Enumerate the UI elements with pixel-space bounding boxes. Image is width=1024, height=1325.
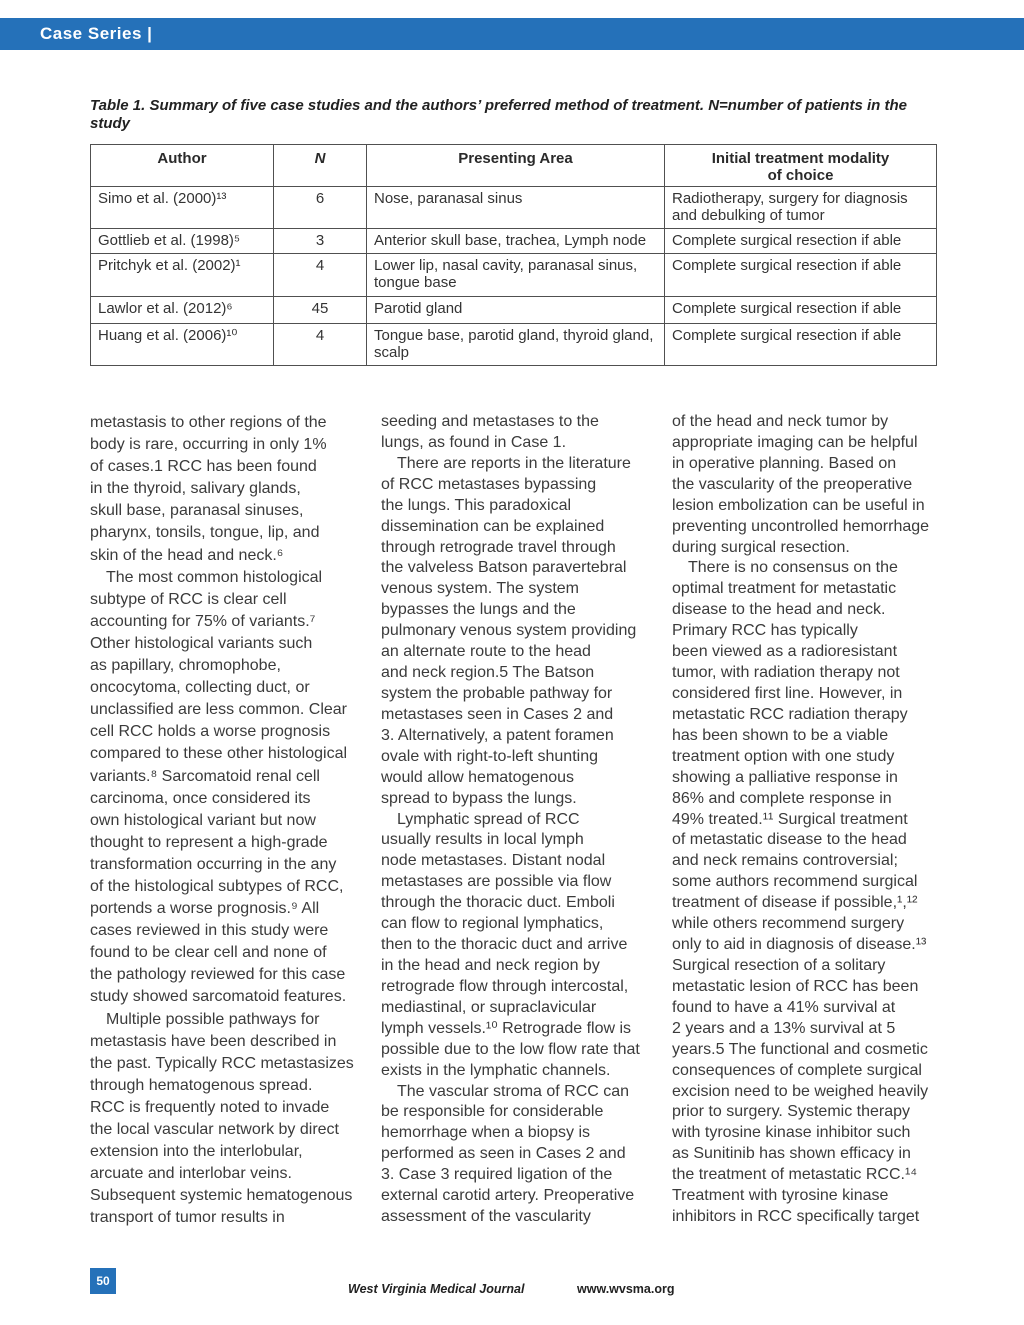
text-line: appropriate imaging can be helpful <box>672 433 918 451</box>
text-line: skull base, paranasal sinuses, <box>90 502 304 520</box>
text-line: oncocytoma, collecting duct, or <box>90 679 310 697</box>
text-line: found to have a 41% survival at <box>672 998 896 1016</box>
table-caption: Table 1. Summary of five case studies and the authors’ preferred method of treatment. N=number of patients in the study <box>90 97 907 132</box>
text-line: transport of tumor results in <box>90 1209 285 1227</box>
text-line: in operative planning. Based on <box>672 454 897 472</box>
table-header-row <box>91 145 937 187</box>
text-line: treatment of disease if possible,¹,¹² <box>672 894 918 912</box>
paragraph <box>381 454 669 810</box>
text-line: system the probable pathway for <box>381 684 613 702</box>
paragraph <box>672 558 960 1228</box>
text-line: body is rare, occurring in only 1% <box>90 436 327 454</box>
text-line: subtype of RCC is clear cell <box>90 590 287 608</box>
text-line: mediastinal, or supraclavicular <box>381 998 597 1016</box>
text-line: treatment option with one study <box>672 747 895 765</box>
text-line: seeding and metastases to the <box>381 413 599 430</box>
text-line: the treatment of metastatic RCC.¹⁴ <box>672 1166 918 1184</box>
text-line: only to aid in diagnosis of disease.¹³ <box>672 936 927 954</box>
text-line: cell RCC holds a worse prognosis <box>90 723 331 741</box>
text-line: tumor, with radiation therapy not <box>672 664 900 682</box>
text-line: spread to bypass the lungs. <box>381 789 577 807</box>
text-line: hemorrhage when a biopsy is <box>381 1124 591 1142</box>
column-header-author: Author <box>91 145 274 187</box>
text-line: cases reviewed in this study were <box>90 922 329 940</box>
text-line: The vascular stroma of RCC can <box>397 1082 630 1100</box>
text-line: disease to the head and neck. <box>672 601 886 619</box>
table-cell-treatment: Complete surgical resection if able <box>665 229 937 254</box>
text-line: been viewed as a radioresistant <box>672 643 898 661</box>
text-line: as Sunitinib has shown efficacy in <box>672 1145 911 1163</box>
text-line: lesion embolization can be useful in <box>672 496 925 514</box>
text-line: Treatment with tyrosine kinase <box>672 1187 889 1205</box>
text-line: performed as seen in Cases 2 and <box>381 1145 626 1163</box>
table-cell-n: 3 <box>274 229 367 254</box>
text-line: showing a palliative response in <box>672 768 898 786</box>
section-header-bar <box>0 18 1024 50</box>
table-cell-n: 4 <box>274 324 367 366</box>
text-line: pharynx, tonsils, tongue, lip, and <box>90 524 320 542</box>
text-line: 86% and complete response in <box>672 789 892 807</box>
body-column-3 <box>672 412 960 1228</box>
text-line: skin of the head and neck.⁶ <box>90 546 284 564</box>
text-line: Multiple possible pathways for <box>106 1010 320 1028</box>
text-line: thought to represent a high-grade <box>90 833 328 851</box>
table-cell-author: Huang et al. (2006)¹⁰ <box>91 324 274 366</box>
text-line: of RCC metastases bypassing <box>381 475 597 493</box>
text-line: arcuate and interlobar veins. <box>90 1165 292 1183</box>
table-cell-n: 6 <box>274 187 367 229</box>
text-line: metastases seen in Cases 2 and <box>381 705 614 723</box>
text-line: metastatic lesion of RCC has been <box>672 977 919 995</box>
text-line: through hematogenous spread. <box>90 1076 313 1094</box>
text-line: excision need to be weighed heavily <box>672 1082 929 1100</box>
text-line: lymph vessels.¹⁰ Retrograde flow is <box>381 1019 632 1037</box>
section-label: Case Series | <box>40 24 153 43</box>
table-row <box>91 229 937 254</box>
text-line: as papillary, chromophobe, <box>90 657 281 675</box>
paragraph <box>672 412 960 558</box>
body-column-2 <box>381 412 669 1228</box>
text-line: an alternate route to the head <box>381 643 591 661</box>
column-header-presenting-area: Presenting Area <box>367 145 665 187</box>
text-line: the pathology reviewed for this case <box>90 966 346 984</box>
text-line: considered first line. However, in <box>672 684 903 702</box>
text-line: portends a worse prognosis.⁹ All <box>90 900 320 918</box>
text-line: Lymphatic spread of RCC <box>397 810 580 828</box>
text-line: The most common histological <box>106 568 323 586</box>
page-number-badge: 50 <box>90 1268 116 1294</box>
text-line: 3. Case 3 required ligation of the <box>381 1166 613 1184</box>
table-cell-presenting-area: Parotid gland <box>367 297 665 324</box>
text-line: Other histological variants such <box>90 634 313 652</box>
paragraph <box>381 1082 669 1228</box>
text-line: through retrograde travel through <box>381 538 616 556</box>
table-row <box>91 324 937 366</box>
text-line: the past. Typically RCC metastasizes <box>90 1054 354 1072</box>
text-line: exists in the lymphatic channels. <box>381 1061 611 1079</box>
text-line: Surgical resection of a solitary <box>672 956 886 974</box>
text-line: dissemination can be explained <box>381 517 605 535</box>
text-line: usually results in local lymph <box>381 831 584 849</box>
text-line: Subsequent systemic hematogenous <box>90 1187 353 1205</box>
text-line: has been shown to be a viable <box>672 726 889 744</box>
text-line: metastases are possible via flow <box>381 873 612 891</box>
text-line: the valveless Batson paravertebral <box>381 559 627 577</box>
text-line: lungs, as found in Case 1. <box>381 433 567 451</box>
summary-table <box>90 144 937 366</box>
table-cell-presenting-area: Nose, paranasal sinus <box>367 187 665 229</box>
text-line: venous system. The system <box>381 580 579 598</box>
text-line: consequences of complete surgical <box>672 1061 922 1079</box>
text-line: of cases.1 RCC has been found <box>90 458 317 476</box>
paragraph <box>381 810 669 1082</box>
text-line: and neck region.5 The Batson <box>381 664 595 682</box>
text-line: years.5 The functional and cosmetic <box>672 1040 928 1058</box>
text-line: would allow hematogenous <box>381 768 575 786</box>
text-line: found to be clear cell and none of <box>90 944 327 962</box>
body-column-1 <box>90 412 378 1229</box>
text-line: metastatic RCC radiation therapy <box>672 705 908 723</box>
text-line: There is no consensus on the <box>688 559 898 577</box>
text-line: accounting for 75% of variants.⁷ <box>90 612 316 630</box>
paragraph <box>381 412 669 454</box>
text-line: through the thoracic duct. Emboli <box>381 894 615 912</box>
table-cell-treatment: Complete surgical resection if able <box>665 297 937 324</box>
text-line: and neck remains controversial; <box>672 852 898 870</box>
text-line: be responsible for considerable <box>381 1103 604 1121</box>
text-line: of the histological subtypes of RCC, <box>90 877 344 895</box>
text-line: carcinoma, once considered its <box>90 789 311 807</box>
text-line: Primary RCC has typically <box>672 622 858 640</box>
text-line: retrograde flow through intercostal, <box>381 977 629 995</box>
table-cell-n: 45 <box>274 297 367 324</box>
text-line: unclassified are less common. Clear <box>90 701 347 719</box>
text-line: the vascularity of the preoperative <box>672 475 913 493</box>
text-line: of the head and neck tumor by <box>672 413 889 430</box>
text-line: 49% treated.¹¹ Surgical treatment <box>672 810 908 828</box>
text-line: extension into the interlobular, <box>90 1143 303 1161</box>
text-line: ovale with right-to-left shunting <box>381 747 598 765</box>
text-line: assessment of the vascularity <box>381 1208 591 1226</box>
text-line: own histological variant but now <box>90 811 316 829</box>
text-line: can flow to regional lymphatics, <box>381 915 604 933</box>
text-line: 3. Alternatively, a patent foramen <box>381 726 614 744</box>
table-row <box>91 254 937 297</box>
column-header-n: N <box>274 145 367 187</box>
table-cell-n: 4 <box>274 254 367 297</box>
table-cell-author: Gottlieb et al. (1998)⁵ <box>91 229 274 254</box>
text-line: some authors recommend surgical <box>672 873 918 891</box>
table-cell-presenting-area: Tongue base, parotid gland, thyroid gland, scalp <box>367 324 665 366</box>
table-cell-treatment: Radiotherapy, surgery for diagnosis and debulking of tumor <box>665 187 937 229</box>
table-cell-presenting-area: Anterior skull base, trachea, Lymph node <box>367 229 665 254</box>
paragraph <box>90 412 378 567</box>
text-line: the local vascular network by direct <box>90 1121 339 1138</box>
text-line: during surgical resection. <box>672 538 850 556</box>
table-cell-treatment: Complete surgical resection if able <box>665 324 937 366</box>
table-row <box>91 297 937 324</box>
text-line: inhibitors in RCC specifically target <box>672 1208 920 1226</box>
text-line: prior to surgery. Systemic therapy <box>672 1103 911 1121</box>
table-row <box>91 187 937 229</box>
text-line: node metastases. Distant nodal <box>381 852 606 870</box>
text-line: variants.⁸ Sarcomatoid renal cell <box>90 767 320 785</box>
text-line: in the head and neck region by <box>381 956 600 974</box>
text-line: metastasis to other regions of the <box>90 414 327 431</box>
paragraph <box>90 1009 378 1230</box>
table-cell-author: Lawlor et al. (2012)⁶ <box>91 297 274 324</box>
text-line: external carotid artery. Preoperative <box>381 1187 635 1205</box>
text-line: pulmonary venous system providing <box>381 622 637 640</box>
text-line: study showed sarcomatoid features. <box>90 988 347 1006</box>
text-line: metastasis have been described in <box>90 1032 337 1050</box>
text-line: compared to these other histological <box>90 745 348 763</box>
table-cell-author: Pritchyk et al. (2002)¹ <box>91 254 274 297</box>
text-line: 2 years and a 13% survival at 5 <box>672 1019 896 1037</box>
text-line: the lungs. This paradoxical <box>381 496 572 514</box>
text-line: then to the thoracic duct and arrive <box>381 936 628 954</box>
text-line: bypasses the lungs and the <box>381 601 576 619</box>
text-line: preventing uncontrolled hemorrhage <box>672 517 930 535</box>
text-line: possible due to the low flow rate that <box>381 1040 640 1058</box>
column-header-treatment: Initial treatment modality of choice <box>665 145 937 187</box>
text-line: in the thyroid, salivary glands, <box>90 480 301 498</box>
text-line: There are reports in the literature <box>397 454 631 472</box>
table-cell-treatment: Complete surgical resection if able <box>665 254 937 297</box>
table-cell-presenting-area: Lower lip, nasal cavity, paranasal sinus, tongue base <box>367 254 665 297</box>
text-line: of metastatic disease to the head <box>672 831 907 849</box>
journal-name: West Virginia Medical Journal <box>348 1282 525 1296</box>
paragraph <box>90 567 378 1009</box>
text-line: with tyrosine kinase inhibitor such <box>672 1124 911 1142</box>
journal-website: www.wvsma.org <box>577 1282 675 1296</box>
text-line: RCC is frequently noted to invade <box>90 1098 330 1116</box>
text-line: optimal treatment for metastatic <box>672 580 897 598</box>
text-line: while others recommend surgery <box>672 915 905 933</box>
table-cell-author: Simo et al. (2000)¹³ <box>91 187 274 229</box>
text-line: transformation occurring in the any <box>90 855 337 873</box>
